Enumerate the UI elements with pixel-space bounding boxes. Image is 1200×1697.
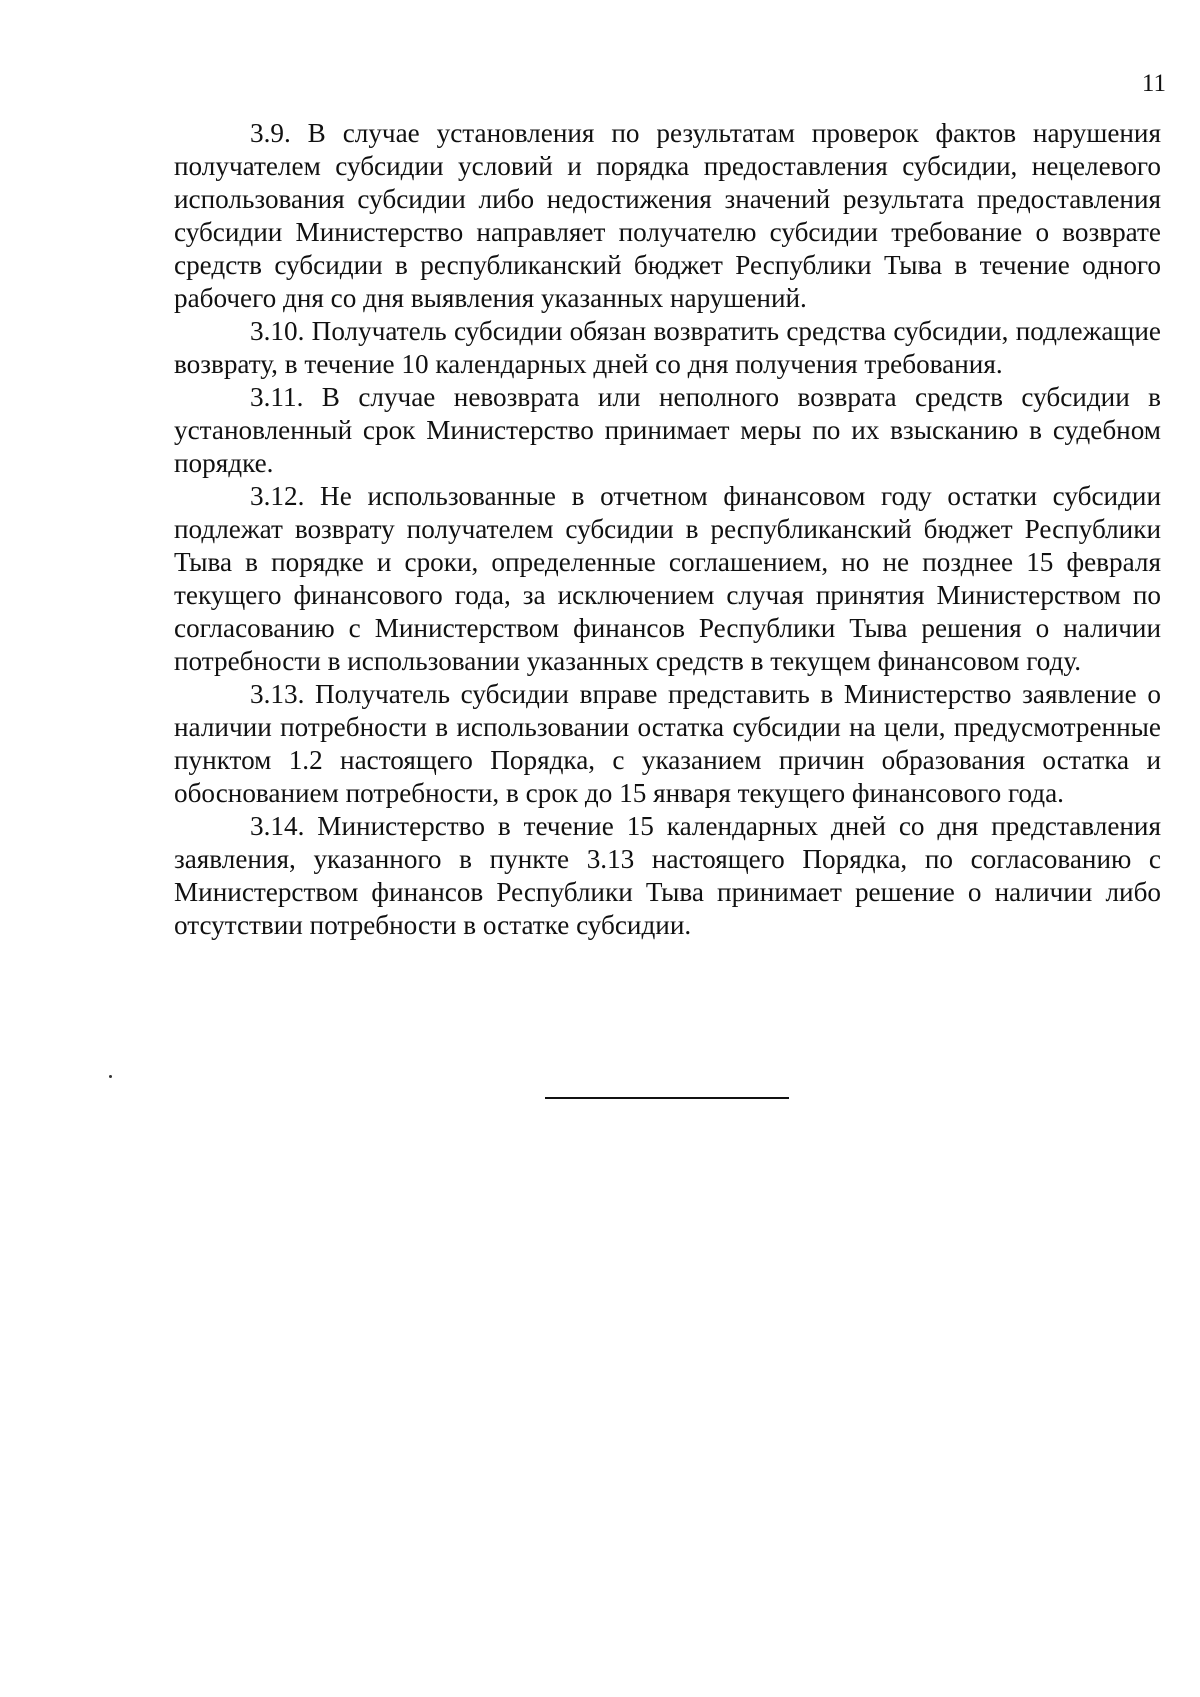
document-body [174, 117, 1161, 942]
paragraph-3-12: 3.12. Не использованные в отчетном финансовом году остатки субсидии подлежат возврату получателем субсидии в республиканский бюджет Республики Тыва в порядке и сроки, определенные соглашением, но не позднее 15 февраля текущего финансового года, за исключением случая принятия Министерством по согласованию с Министерством финансов Республики Тыва решения о наличии потребности в использовании указанных средств в текущем финансовом году. [174, 481, 1161, 676]
paragraph-3-13: 3.13. Получатель субсидии вправе представить в Министерство заявление о наличии потребности в использовании остатка субсидии на цели, предусмотренные пунктом 1.2 настоящего Порядка, с указанием причин образования остатка и обоснованием потребности, в срок до 15 января текущего финансового года. [174, 679, 1161, 808]
end-of-document-rule [545, 1097, 789, 1099]
page-number: 11 [1141, 70, 1166, 97]
paragraph-3-9: 3.9. В случае установления по результатам проверок фактов нарушения получателем субсидии условий и порядка предоставления субсидии, нецелевого использования субсидии либо недостижения значений результата предоставления субсидии Министерство направляет получателю субсидии требование о возврате средств субсидии в республиканский бюджет Республики Тыва в течение одного рабочего дня со дня выявления указанных нарушений. [174, 118, 1161, 313]
paragraph-3-11: 3.11. В случае невозврата или неполного возврата средств субсидии в установленный срок Министерство принимает меры по их взысканию в судебном порядке. [174, 382, 1161, 478]
paragraph-3-10: 3.10. Получатель субсидии обязан возвратить средства субсидии, подлежащие возврату, в течение 10 календарных дней со дня получения требования. [174, 316, 1161, 379]
scan-speck [109, 1075, 112, 1078]
paragraph-3-14: 3.14. Министерство в течение 15 календарных дней со дня представления заявления, указанного в пункте 3.13 настоящего Порядка, по согласованию с Министерством финансов Республики Тыва принимает решение о наличии либо отсутствии потребности в остатке субсидии. [174, 811, 1161, 940]
